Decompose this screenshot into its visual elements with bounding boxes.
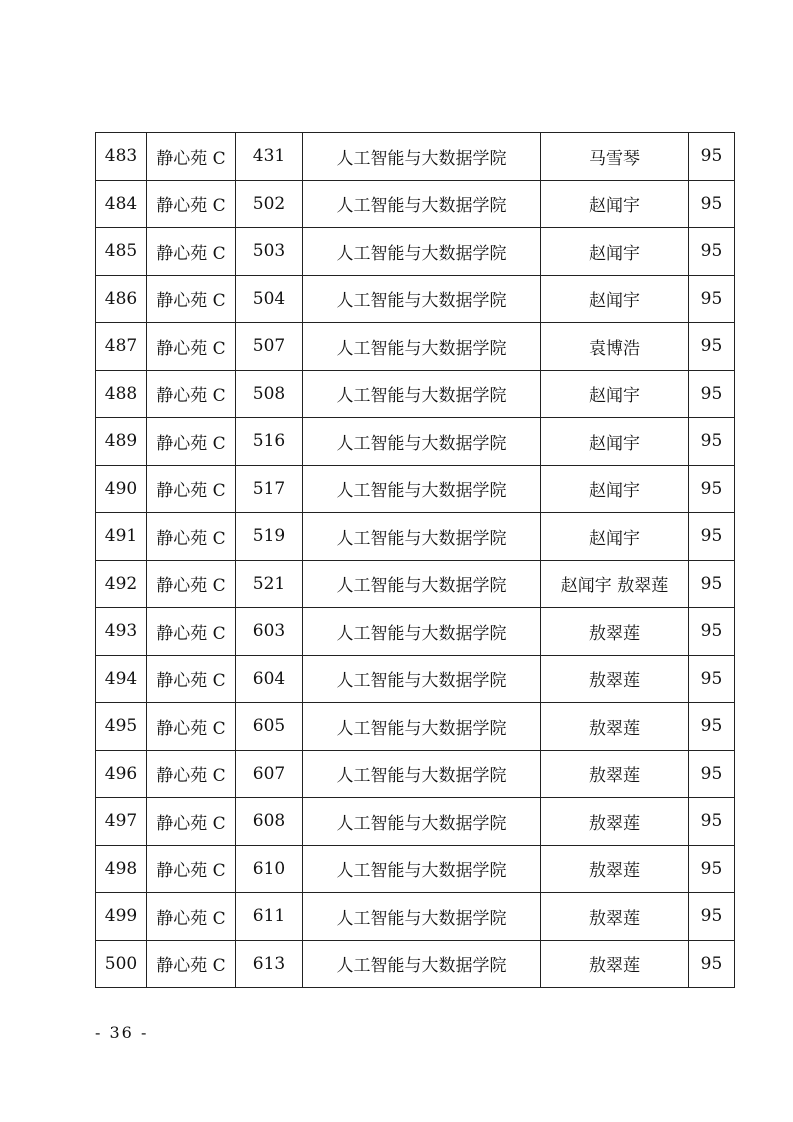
row-number-cell: 493: [96, 608, 147, 656]
score-cell: 95: [689, 180, 735, 228]
table-row: [96, 513, 735, 561]
room-cell: 431: [236, 133, 303, 181]
tutor-cell: 赵闻宇: [541, 180, 689, 228]
tutor-cell: 赵闻宇: [541, 228, 689, 276]
college-cell: 人工智能与大数据学院: [303, 940, 541, 988]
college-cell: 人工智能与大数据学院: [303, 893, 541, 941]
tutor-cell: 敖翠莲: [541, 608, 689, 656]
row-number-cell: 487: [96, 323, 147, 371]
room-cell: 604: [236, 655, 303, 703]
room-cell: 605: [236, 703, 303, 751]
tutor-cell: 敖翠莲: [541, 845, 689, 893]
building-cell: 静心苑 C: [147, 323, 236, 371]
row-number-cell: 484: [96, 180, 147, 228]
college-cell: 人工智能与大数据学院: [303, 418, 541, 466]
building-cell: 静心苑 C: [147, 513, 236, 561]
college-cell: 人工智能与大数据学院: [303, 323, 541, 371]
room-cell: 516: [236, 418, 303, 466]
college-cell: 人工智能与大数据学院: [303, 750, 541, 798]
tutor-cell: 赵闻宇: [541, 275, 689, 323]
room-cell: 503: [236, 228, 303, 276]
score-cell: 95: [689, 798, 735, 846]
table-row: [96, 845, 735, 893]
tutor-cell: 袁博浩: [541, 323, 689, 371]
table-row: [96, 465, 735, 513]
tutor-cell: 敖翠莲: [541, 750, 689, 798]
row-number-cell: 483: [96, 133, 147, 181]
table-row: [96, 940, 735, 988]
score-cell: 95: [689, 228, 735, 276]
building-cell: 静心苑 C: [147, 655, 236, 703]
college-cell: 人工智能与大数据学院: [303, 798, 541, 846]
dormitory-score-table-container: [95, 132, 734, 988]
college-cell: 人工智能与大数据学院: [303, 133, 541, 181]
room-cell: 517: [236, 465, 303, 513]
row-number-cell: 498: [96, 845, 147, 893]
tutor-cell: 敖翠莲: [541, 703, 689, 751]
room-cell: 611: [236, 893, 303, 941]
room-cell: 519: [236, 513, 303, 561]
tutor-cell: 赵闻宇: [541, 513, 689, 561]
college-cell: 人工智能与大数据学院: [303, 845, 541, 893]
page-number: - 36 -: [95, 1023, 149, 1042]
room-cell: 507: [236, 323, 303, 371]
building-cell: 静心苑 C: [147, 180, 236, 228]
table-body: [96, 133, 735, 988]
building-cell: 静心苑 C: [147, 465, 236, 513]
row-number-cell: 497: [96, 798, 147, 846]
row-number-cell: 499: [96, 893, 147, 941]
table-row: [96, 703, 735, 751]
room-cell: 521: [236, 560, 303, 608]
college-cell: 人工智能与大数据学院: [303, 608, 541, 656]
tutor-cell: 敖翠莲: [541, 655, 689, 703]
college-cell: 人工智能与大数据学院: [303, 275, 541, 323]
building-cell: 静心苑 C: [147, 940, 236, 988]
table-row: [96, 418, 735, 466]
row-number-cell: 495: [96, 703, 147, 751]
building-cell: 静心苑 C: [147, 133, 236, 181]
score-cell: 95: [689, 133, 735, 181]
row-number-cell: 488: [96, 370, 147, 418]
building-cell: 静心苑 C: [147, 370, 236, 418]
row-number-cell: 494: [96, 655, 147, 703]
row-number-cell: 491: [96, 513, 147, 561]
row-number-cell: 492: [96, 560, 147, 608]
building-cell: 静心苑 C: [147, 275, 236, 323]
college-cell: 人工智能与大数据学院: [303, 465, 541, 513]
tutor-cell: 赵闻宇: [541, 370, 689, 418]
table-row: [96, 608, 735, 656]
room-cell: 603: [236, 608, 303, 656]
table-row: [96, 275, 735, 323]
table-row: [96, 323, 735, 371]
building-cell: 静心苑 C: [147, 560, 236, 608]
row-number-cell: 490: [96, 465, 147, 513]
table-row: [96, 180, 735, 228]
college-cell: 人工智能与大数据学院: [303, 703, 541, 751]
table-row: [96, 655, 735, 703]
table-row: [96, 893, 735, 941]
table-row: [96, 560, 735, 608]
score-cell: 95: [689, 608, 735, 656]
score-cell: 95: [689, 845, 735, 893]
row-number-cell: 496: [96, 750, 147, 798]
table-row: [96, 228, 735, 276]
tutor-cell: 敖翠莲: [541, 940, 689, 988]
score-cell: 95: [689, 940, 735, 988]
college-cell: 人工智能与大数据学院: [303, 370, 541, 418]
score-cell: 95: [689, 513, 735, 561]
table-row: [96, 133, 735, 181]
college-cell: 人工智能与大数据学院: [303, 655, 541, 703]
room-cell: 508: [236, 370, 303, 418]
building-cell: 静心苑 C: [147, 228, 236, 276]
score-cell: 95: [689, 750, 735, 798]
building-cell: 静心苑 C: [147, 798, 236, 846]
building-cell: 静心苑 C: [147, 703, 236, 751]
college-cell: 人工智能与大数据学院: [303, 228, 541, 276]
room-cell: 607: [236, 750, 303, 798]
dormitory-score-table: [95, 132, 735, 988]
row-number-cell: 500: [96, 940, 147, 988]
college-cell: 人工智能与大数据学院: [303, 560, 541, 608]
score-cell: 95: [689, 323, 735, 371]
room-cell: 504: [236, 275, 303, 323]
room-cell: 608: [236, 798, 303, 846]
score-cell: 95: [689, 655, 735, 703]
college-cell: 人工智能与大数据学院: [303, 513, 541, 561]
table-row: [96, 370, 735, 418]
room-cell: 613: [236, 940, 303, 988]
tutor-cell: 敖翠莲: [541, 798, 689, 846]
score-cell: 95: [689, 893, 735, 941]
room-cell: 502: [236, 180, 303, 228]
score-cell: 95: [689, 703, 735, 751]
score-cell: 95: [689, 465, 735, 513]
room-cell: 610: [236, 845, 303, 893]
building-cell: 静心苑 C: [147, 418, 236, 466]
tutor-cell: 马雪琴: [541, 133, 689, 181]
tutor-cell: 赵闻宇 敖翠莲: [541, 560, 689, 608]
college-cell: 人工智能与大数据学院: [303, 180, 541, 228]
tutor-cell: 敖翠莲: [541, 893, 689, 941]
building-cell: 静心苑 C: [147, 893, 236, 941]
tutor-cell: 赵闻宇: [541, 465, 689, 513]
score-cell: 95: [689, 560, 735, 608]
score-cell: 95: [689, 275, 735, 323]
row-number-cell: 489: [96, 418, 147, 466]
building-cell: 静心苑 C: [147, 750, 236, 798]
table-row: [96, 798, 735, 846]
table-row: [96, 750, 735, 798]
score-cell: 95: [689, 418, 735, 466]
row-number-cell: 485: [96, 228, 147, 276]
row-number-cell: 486: [96, 275, 147, 323]
score-cell: 95: [689, 370, 735, 418]
tutor-cell: 赵闻宇: [541, 418, 689, 466]
building-cell: 静心苑 C: [147, 845, 236, 893]
building-cell: 静心苑 C: [147, 608, 236, 656]
